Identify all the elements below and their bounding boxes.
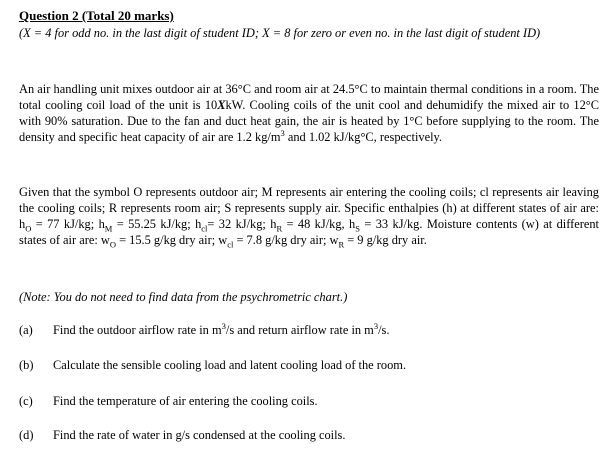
question-heading: Question 2 (Total 20 marks) xyxy=(19,8,174,23)
problem-paragraph-2: Given that the symbol O represents outdoor air; M represents air entering the cooling coils; cl represents air leaving the cooling coils; R represents room air; S represents supply air. Specific enthalpies (h) at different states of air are: $h_O = 77$ kJ/kg; $h_M = 55.25$ kJ/kg; $h_{cl}= 32$ kJ/kg; $h_R = 48$ kJ/kg, $h_S = 33$ kJ/kg. Moisture contents (w) at different states of air are: $w_O = 15.5$ g/kg dry air; $w_{cl} = 7.8$ g/kg dry air; $w_R = 9$ g/kg dry air. xyxy=(19,185,600,250)
question-item-a: (a) Find the outdoor airflow rate in $m^3/s$ and return airflow rate in $m^3/s$. xyxy=(19,320,390,337)
question-label: (a) xyxy=(19,323,33,337)
question-label: (c) xyxy=(19,394,33,408)
question-label: (b) xyxy=(19,358,34,372)
question-item-c xyxy=(19,394,318,409)
question-text: Find the rate of water in g/s condensed at the cooling coils. xyxy=(53,428,346,442)
question-item-b xyxy=(19,358,406,373)
question-text: Find the temperature of air entering the cooling coils. xyxy=(53,394,318,408)
question-item-d xyxy=(19,428,345,443)
question-label: (d) xyxy=(19,428,34,442)
problem-paragraph-1: An air handling unit mixes outdoor air at 36°C and room air at 24.5°C to maintain thermal conditions in a room. The total cooling coil load of the unit is 10XkW. Cooling coils of the unit cool and dehumidify the mixed air to 12°C with 90% saturation. Due to the fan and duct heat gain, the air is heated by 1°C before supplying to the room. The density and specific heat capacity of air are 1.2 $kg/m^3$ and 1.02 kJ/kg°C, respectively. xyxy=(19,82,599,144)
question-text: Calculate the sensible cooling load and latent cooling load of the room. xyxy=(53,358,407,372)
student-id-note: (X = 4 for odd no. in the last digit of student ID; X = 8 for zero or even no. in the last digit of student ID) xyxy=(19,26,541,40)
psychrometric-note: (Note: You do not need to find data from the psychrometric chart.) xyxy=(19,290,348,304)
